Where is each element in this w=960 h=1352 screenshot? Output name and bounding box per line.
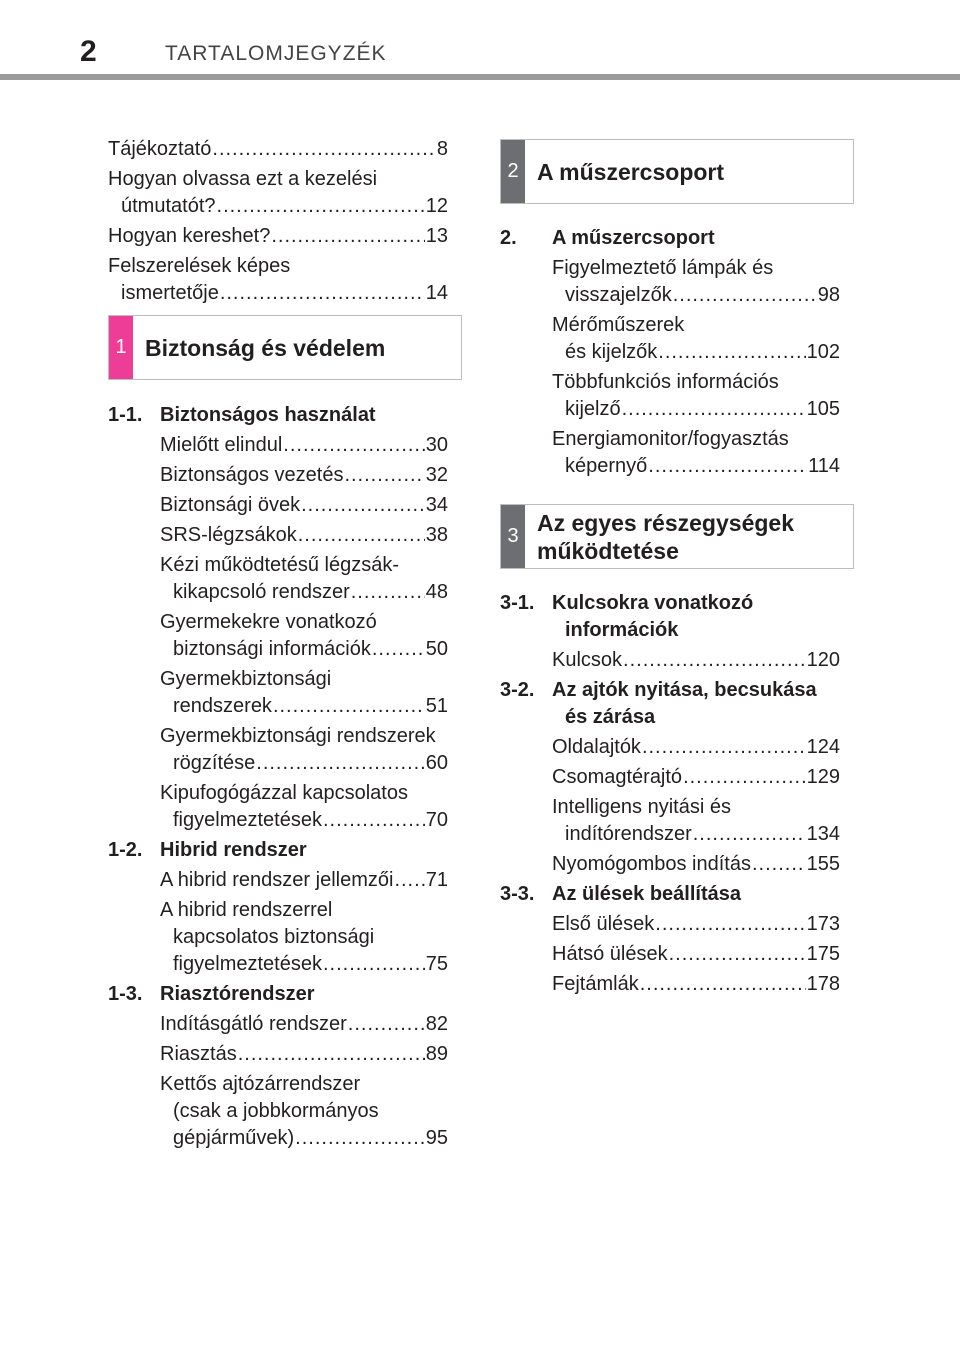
chapter-title: [525, 505, 794, 568]
toc-entry-text: figyelmeztetések: [173, 809, 322, 831]
section-number: 2.: [500, 227, 517, 249]
dot-leader: [220, 280, 425, 307]
toc-entry[interactable]: [552, 851, 840, 878]
dot-leader: [351, 579, 425, 606]
toc-page-number: 102: [806, 341, 840, 363]
toc-page-number: 134: [806, 823, 840, 845]
toc-entry[interactable]: [552, 255, 840, 309]
section-heading[interactable]: [500, 677, 840, 731]
dot-leader: [323, 951, 425, 978]
toc-entry-text: Gyermekbiztonsági rendszerek: [160, 725, 436, 747]
toc-page-number: 50: [425, 638, 448, 660]
toc-entry-text: kikapcsoló rendszer: [173, 581, 350, 603]
toc-entry-text: kijelző: [565, 398, 621, 420]
chapter-3-toc-list: [500, 590, 840, 1001]
section-title: A műszercsoport: [552, 227, 715, 249]
toc-entry-text: SRS-légzsákok: [160, 524, 297, 546]
toc-page-number: 173: [806, 913, 840, 935]
toc-entry-text: gépjárművek): [173, 1127, 295, 1149]
toc-entry[interactable]: [552, 764, 840, 791]
toc-entry-text: Hogyan kereshet?: [108, 225, 271, 247]
page-number: 2: [80, 35, 97, 68]
toc-page-number: 14: [425, 282, 448, 304]
dot-leader: [394, 867, 424, 894]
toc-entry-text: figyelmeztetések: [173, 953, 322, 975]
toc-entry[interactable]: [108, 136, 448, 163]
toc-entry-text: (csak a jobbkormányos: [173, 1100, 379, 1122]
chapter-1-toc-list: [108, 402, 448, 1155]
toc-page-number: 155: [806, 853, 840, 875]
dot-leader: [683, 764, 806, 791]
dot-leader: [640, 971, 806, 998]
toc-entry-text: Kipufogógázzal kapcsolatos: [160, 782, 408, 804]
toc-entry[interactable]: [552, 312, 840, 366]
toc-page-number: 32: [425, 464, 448, 486]
section-heading[interactable]: [108, 981, 448, 1008]
section-title-line: Az ajtók nyitása, becsukása: [552, 679, 817, 701]
dot-leader: [298, 522, 425, 549]
section-title: Hibrid rendszer: [160, 839, 307, 861]
section-title: [552, 590, 753, 644]
toc-page-number: 51: [425, 695, 448, 717]
section-heading[interactable]: [500, 881, 840, 908]
toc-entry-text: Gyermekekre vonatkozó: [160, 611, 377, 633]
toc-entry[interactable]: [160, 1011, 448, 1038]
toc-entry-text: rögzítése: [173, 752, 256, 774]
toc-page-number: 89: [425, 1043, 448, 1065]
toc-entry-text: Mérőműszerek: [552, 314, 685, 336]
header-divider: [0, 74, 960, 80]
toc-entry-text: Első ülések: [552, 913, 655, 935]
section-number: 1-1.: [108, 404, 143, 426]
dot-leader: [673, 282, 817, 309]
toc-page-number: 129: [806, 766, 840, 788]
section-heading[interactable]: [500, 225, 840, 252]
toc-page-number: 105: [806, 398, 840, 420]
toc-entry[interactable]: [160, 432, 448, 459]
toc-entry-text: útmutatót?: [121, 195, 216, 217]
toc-entry-text: Tájékoztató: [108, 138, 212, 160]
chapter-title: Biztonság és védelem: [145, 334, 386, 361]
toc-entry[interactable]: [108, 223, 448, 250]
dot-leader: [693, 821, 806, 848]
toc-entry-text: Intelligens nyitási és: [552, 796, 731, 818]
dot-leader: [217, 193, 425, 220]
chapter-tab-marker: 1: [109, 316, 133, 379]
dot-leader: [623, 647, 806, 674]
section-title-line: Az ülések beállítása: [552, 883, 741, 905]
toc-entry-text: Biztonságos vezetés: [160, 464, 344, 486]
toc-page-number: 114: [808, 455, 840, 477]
toc-page-number: 48: [425, 581, 448, 603]
toc-entry[interactable]: [552, 941, 840, 968]
toc-entry-text: Biztonsági övek: [160, 494, 301, 516]
dot-leader: [372, 636, 425, 663]
section-number: 3-1.: [500, 592, 535, 614]
toc-page-number: 82: [425, 1013, 448, 1035]
toc-entry[interactable]: [160, 897, 448, 978]
toc-entry-text: Csomagtérajtó: [552, 766, 683, 788]
toc-entry-text: visszajelzők: [565, 284, 672, 306]
chapter-title: A műszercsoport: [537, 158, 725, 185]
dot-leader: [283, 432, 424, 459]
toc-entry-text: Kulcsok: [552, 649, 623, 671]
toc-entry-text: Hogyan olvassa ezt a kezelési: [108, 168, 378, 190]
section-number: 3-3.: [500, 883, 535, 905]
toc-entry-text: rendszerek: [173, 695, 272, 717]
chapter-2-header[interactable]: [500, 139, 854, 204]
toc-page-number: 175: [806, 943, 840, 965]
toc-page-number: 124: [806, 736, 840, 758]
toc-entry-text: Oldalajtók: [552, 736, 641, 758]
toc-entry-text: Fejtámlák: [552, 973, 639, 995]
dot-leader: [642, 734, 806, 761]
dot-leader: [622, 396, 806, 423]
toc-page-number: 70: [425, 809, 448, 831]
dot-leader: [655, 911, 805, 938]
toc-entry[interactable]: [160, 666, 448, 720]
toc-entry[interactable]: [552, 794, 840, 848]
toc-entry[interactable]: [160, 780, 448, 834]
dot-leader: [273, 693, 425, 720]
section-title-line: és zárása: [565, 706, 656, 728]
chapter-3-header[interactable]: [500, 504, 854, 569]
toc-entry-text: biztonsági információk: [173, 638, 371, 660]
toc-entry[interactable]: [552, 734, 840, 761]
toc-entry-text: ismertetője: [121, 282, 219, 304]
toc-entry[interactable]: [108, 166, 448, 220]
dot-leader: [301, 492, 425, 519]
dot-leader: [669, 941, 806, 968]
toc-page-number: 38: [425, 524, 448, 546]
chapter-tab-marker: 2: [501, 140, 525, 203]
toc-entry-text: és kijelzők: [565, 341, 658, 363]
section-number: 1-2.: [108, 839, 143, 861]
chapter-title-line: működtetése: [537, 537, 679, 564]
toc-page-number: 120: [806, 649, 840, 671]
toc-entry-text: Nyomógombos indítás: [552, 853, 751, 875]
toc-entry[interactable]: [108, 253, 448, 307]
toc-entry[interactable]: [160, 552, 448, 606]
section-title-line: információk: [565, 619, 679, 641]
dot-leader: [752, 851, 806, 878]
toc-entry[interactable]: [160, 462, 448, 489]
toc-entry-text: indítórendszer: [565, 823, 692, 845]
toc-entry-text: Hátsó ülések: [552, 943, 668, 965]
dot-leader: [238, 1041, 425, 1068]
toc-entry[interactable]: [160, 1071, 448, 1152]
dot-leader: [212, 136, 435, 163]
section-heading[interactable]: [108, 837, 448, 864]
toc-entry-text: Energiamonitor/fogyasztás: [552, 428, 789, 450]
chapter-tab-marker: 3: [501, 505, 525, 568]
page-header: [0, 0, 960, 82]
toc-entry-text: A hibrid rendszer jellemzői: [160, 869, 394, 891]
toc-entry-text: Felszerelések képes: [108, 255, 291, 277]
toc-page-number: 13: [425, 225, 448, 247]
toc-entry[interactable]: [552, 369, 840, 423]
toc-page-number: 60: [425, 752, 448, 774]
toc-page-number: 30: [425, 434, 448, 456]
toc-page-number: 178: [806, 973, 840, 995]
dot-leader: [323, 807, 425, 834]
toc-entry-text: Indításgátló rendszer: [160, 1013, 347, 1035]
section-title: [552, 677, 817, 731]
dot-leader: [348, 1011, 425, 1038]
intro-toc-list: [108, 136, 448, 310]
toc-entry[interactable]: [552, 971, 840, 998]
toc-page-number: 8: [436, 138, 448, 160]
toc-entry[interactable]: [552, 647, 840, 674]
toc-entry[interactable]: [160, 522, 448, 549]
dot-leader: [344, 462, 424, 489]
dot-leader: [648, 453, 807, 480]
section-title-line: Kulcsokra vonatkozó: [552, 592, 754, 614]
chapter-1-header[interactable]: [108, 315, 462, 380]
toc-entry[interactable]: [552, 426, 840, 480]
toc-entry[interactable]: [160, 609, 448, 663]
section-heading[interactable]: [108, 402, 448, 429]
toc-entry[interactable]: [160, 1041, 448, 1068]
toc-entry[interactable]: [160, 723, 448, 777]
section-title: [552, 881, 741, 908]
toc-entry-text: Riasztás: [160, 1043, 237, 1065]
toc-entry[interactable]: [160, 867, 448, 894]
toc-page-number: 71: [425, 869, 448, 891]
toc-entry[interactable]: [552, 911, 840, 938]
section-title: Riasztórendszer: [160, 983, 315, 1005]
toc-entry-text: kapcsolatos biztonsági: [173, 926, 375, 948]
header-title: TARTALOMJEGYZÉK: [165, 42, 387, 65]
chapter-2-toc-list: [500, 225, 840, 483]
dot-leader: [658, 339, 805, 366]
toc-entry-text: Figyelmeztető lámpák és: [552, 257, 774, 279]
toc-entry-text: Többfunkciós információs: [552, 371, 779, 393]
section-number: 1-3.: [108, 983, 143, 1005]
toc-entry-text: Kézi működtetésű légzsák-: [160, 554, 400, 576]
toc-page-number: 75: [425, 953, 448, 975]
dot-leader: [271, 223, 424, 250]
section-number: 3-2.: [500, 679, 535, 701]
toc-page-number: 34: [425, 494, 448, 516]
section-heading[interactable]: [500, 590, 840, 644]
toc-entry-text: képernyő: [565, 455, 648, 477]
toc-entry-text: Mielőtt elindul: [160, 434, 283, 456]
chapter-title-line: Az egyes részegységek: [537, 509, 794, 536]
toc-entry-text: Kettős ajtózárrendszer: [160, 1073, 361, 1095]
toc-entry-text: A hibrid rendszerrel: [160, 899, 333, 921]
section-title: Biztonságos használat: [160, 404, 376, 426]
dot-leader: [256, 750, 424, 777]
toc-page-number: 98: [817, 284, 840, 306]
toc-entry[interactable]: [160, 492, 448, 519]
dot-leader: [295, 1125, 425, 1152]
toc-page-number: 12: [425, 195, 448, 217]
toc-page-number: 95: [425, 1127, 448, 1149]
toc-entry-text: Gyermekbiztonsági: [160, 668, 332, 690]
